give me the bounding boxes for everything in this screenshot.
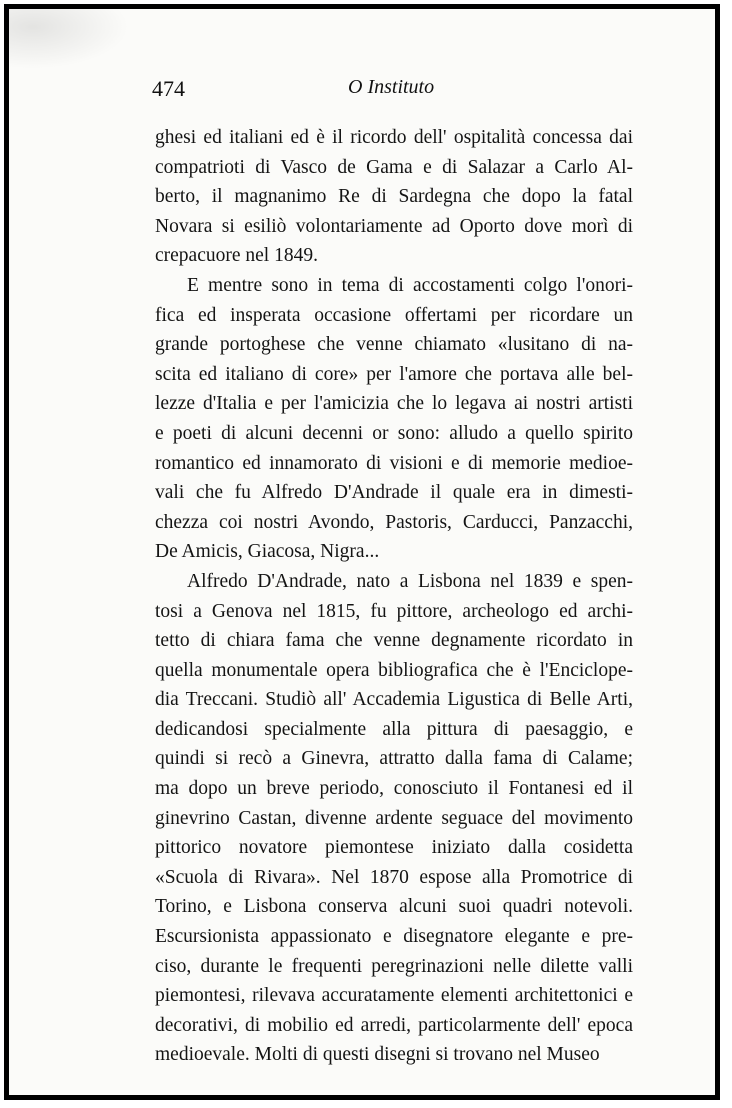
text-line: scita ed italiano di core» per l'amore che portava alle bel- — [155, 363, 633, 385]
text-line: vali che fu Alfredo D'Andrade il quale era in dimesti- — [155, 482, 633, 504]
text-line: dia Treccani. Studiò all' Accademia Ligustica di Belle Arti, — [155, 689, 633, 711]
text-line: grande portoghese che venne chiamato «lusitano di na- — [155, 334, 633, 356]
paragraph — [155, 123, 633, 271]
scan-smudge — [9, 9, 129, 69]
text-line: berto, il magnanimo Re di Sardegna che dopo la fatal — [155, 186, 633, 208]
page-number: 474 — [152, 76, 185, 101]
text-line: ghesi ed italiani ed è il ricordo dell' ospitalità concessa dai — [155, 127, 633, 148]
text-line: E mentre sono in tema di accostamenti colgo l'onori- — [187, 274, 633, 296]
text-line: decorativi, di mobilio ed arredi, particolarmente dell' epoca — [155, 1014, 633, 1036]
text-line: quindi si recò a Ginevra, attratto dalla fama di Calame; — [155, 748, 633, 770]
page-header — [150, 70, 630, 110]
text-line: Alfredo D'Andrade, nato a Lisbona nel 1839 e spen- — [187, 570, 633, 592]
body-text — [155, 123, 633, 1070]
text-line: piemontesi, rilevava accuratamente elementi architettonici e — [155, 985, 633, 1007]
text-line: chezza coi nostri Avondo, Pastoris, Carducci, Panzacchi, — [155, 511, 633, 533]
text-line: romantico ed innamorato di visioni e di memorie medioe- — [155, 452, 633, 474]
text-line: Torino, e Lisbona conserva alcuni suoi quadri notevoli. — [155, 896, 633, 918]
text-line: medioevale. Molti di questi disegni si trovano nel Museo — [155, 1044, 600, 1066]
text-line: pittorico novatore piemontese iniziato dalla cosidetta — [155, 837, 633, 859]
text-line: lezze d'Italia e per l'amicizia che lo legava ai nostri artisti — [155, 393, 633, 415]
text-line: tetto di chiara fama che venne degnamente ricordato in — [155, 630, 633, 652]
paragraph — [155, 567, 633, 1070]
text-line: «Scuola di Rivara». Nel 1870 espose alla Promotrice di — [155, 866, 633, 888]
paragraph — [155, 271, 633, 567]
text-line: De Amicis, Giacosa, Nigra... — [155, 541, 380, 563]
running-title: O Instituto — [348, 76, 435, 98]
text-line: ginevrino Castan, divenne ardente seguace del movimento — [155, 807, 633, 829]
text-line: ciso, durante le frequenti peregrinazioni nelle dilette valli — [155, 955, 633, 977]
text-line: e poeti di alcuni decenni or sono: alludo a quello spirito — [155, 422, 633, 444]
text-line: fica ed insperata occasione offertami per ricordare un — [155, 304, 633, 326]
text-line: dedicandosi specialmente alla pittura di paesaggio, e — [155, 718, 633, 740]
text-line: Escursionista appassionato e disegnatore elegante e pre- — [155, 926, 633, 948]
text-line: ma dopo un breve periodo, conosciuto il Fontanesi ed il — [155, 778, 633, 800]
text-line: quella monumentale opera bibliografica che è l'Enciclope- — [155, 659, 633, 681]
text-line: crepacuore nel 1849. — [155, 245, 318, 267]
text-line: tosi a Genova nel 1815, fu pittore, archeologo ed archi- — [155, 600, 633, 622]
text-line: Novara si esiliò volontariamente ad Oporto dove morì di — [155, 215, 633, 237]
text-line: compatrioti di Vasco de Gama e di Salazar a Carlo Al- — [155, 156, 633, 178]
